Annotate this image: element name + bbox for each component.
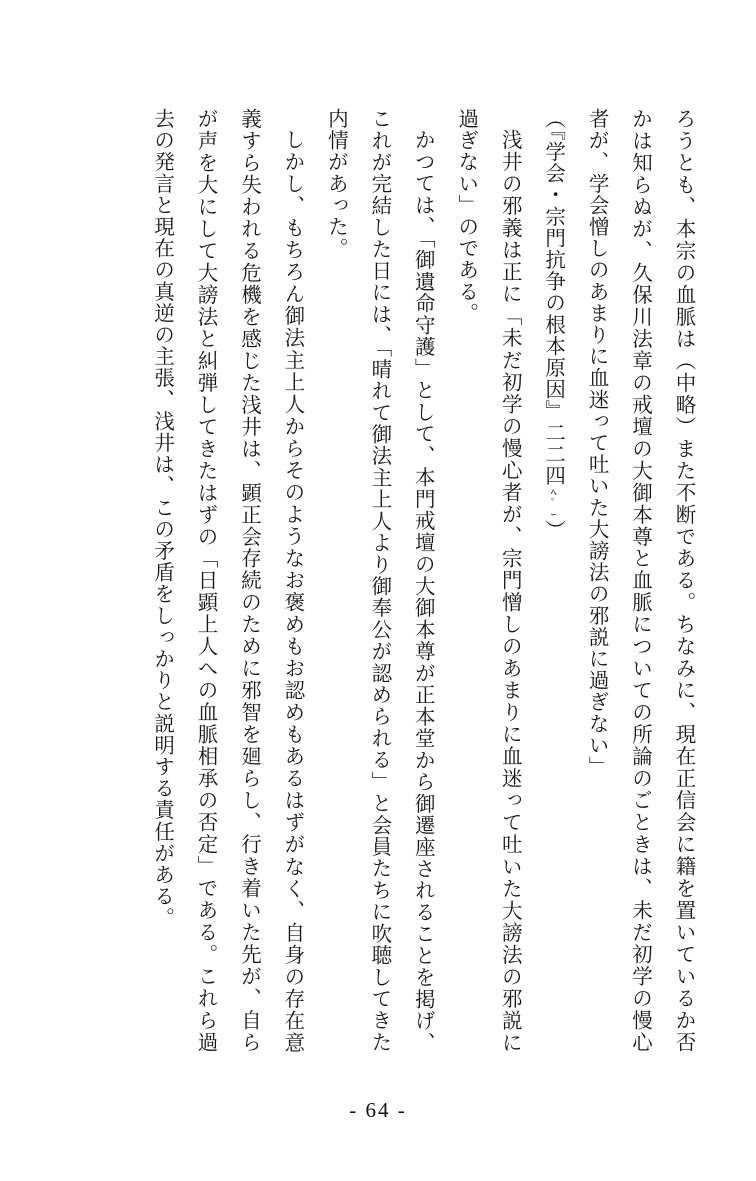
vertical-text-body bbox=[64, 108, 704, 1053]
citation-main: （『学会・宗門抗争の根本原因』二二四 bbox=[541, 108, 564, 487]
citation-page-marker: ﾍﾟｰ bbox=[546, 486, 559, 520]
citation-tail: ） bbox=[541, 519, 564, 542]
paragraph-4: かつては、「御遺命守護」として、本門戒壇の大御本尊が正本堂から御遷座されることを掲げ、これが完結した日には、「晴れて御法主上人より御奉公が認められる」と会員たちに吹聴してきた内情があった。 bbox=[324, 108, 434, 1053]
paragraph-1: ろうとも、本宗の血脈は（中略）また不断である。ちなみに、現在正信会に籍を置いているか否かは知らぬが、久保川法章の戒壇の大御本尊と血脈についての所論のごときは、未だ初学の慢心者が、学会憎しのあまりに血迷って吐いた大謗法の邪説に過ぎない」 bbox=[585, 108, 694, 1053]
page-number: - 64 - bbox=[349, 1098, 407, 1122]
paragraph-2 bbox=[530, 108, 573, 1053]
paragraph-5: しかし、もちろん御法主上人からそのようなお褒めもお認めもあるはずがなく、自身の存在意義すら失われる危機を感じた浅井は、顕正会存続のために邪智を廻らし、行き着いた先が、自らが声を大にして大謗法と糾弾してきたはずの「日顕上人への血脈相承の否定」である。これら過去の発言と現在の真逆の主張、浅井は、この矛盾をしっかりと説明する責任がある。 bbox=[150, 108, 303, 1053]
paragraph-3: 浅井の邪義は正に「未だ初学の慢心者が、宗門憎しのあまりに血迷って吐いた大謗法の邪説に過ぎない」のである。 bbox=[454, 108, 521, 1053]
